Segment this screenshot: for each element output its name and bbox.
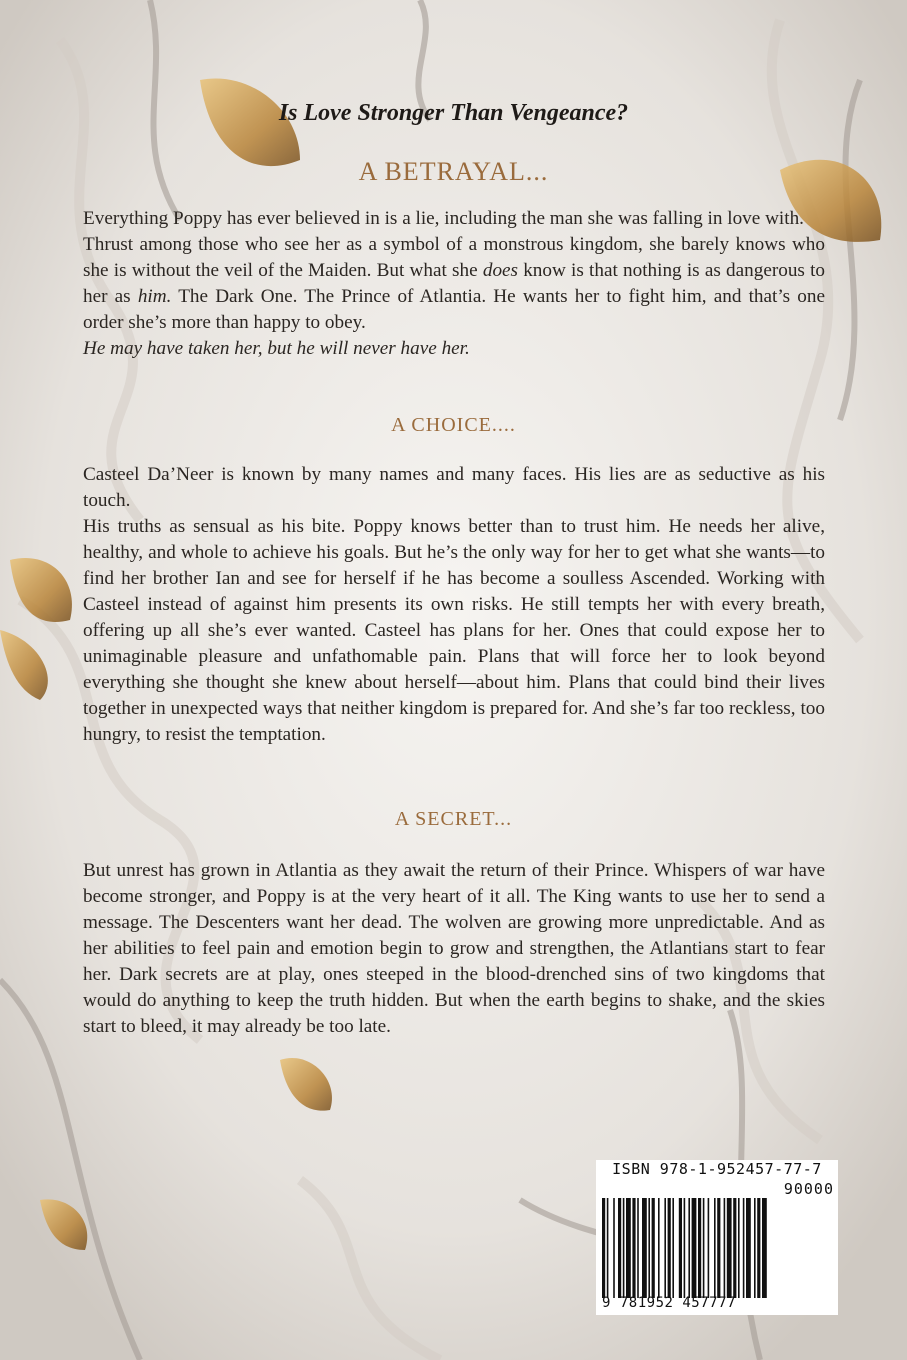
barcode-bar [727,1198,732,1298]
barcode-bar [714,1198,716,1298]
barcode-bar [688,1198,690,1298]
barcode-bar [607,1198,609,1298]
section-choice-body [83,462,825,748]
paragraph: But unrest has grown in Atlantia as they await the return of their Prince. Whispers of war have become stronger, and Poppy is at the very heart of it all. The King wants to use her to send a message. The Descenters want her dead. The wolven are growing more unpredictable. And as her abilities to feel pain and emotion begin to grow and strengthen, the Atlantians start to fear her. Dark secrets are at play, ones steeped in the blood-drenched sins of two kingdoms that would do anything to keep the truth hidden. But when the earth begins to shake, and the skies start to bleed, it may already be too late. [83,860,825,1037]
isbn-barcode [596,1160,838,1315]
barcode-bar [602,1198,605,1298]
barcode-bar [754,1198,756,1298]
barcode-bar [613,1198,615,1298]
paragraph: Everything Poppy has ever believed in is a lie, including the man she was falling in love with. [83,208,804,229]
price-code: 90000 [783,1180,834,1198]
barcode-bar [672,1198,674,1298]
barcode-bar [717,1198,720,1298]
barcode-bar [684,1198,686,1298]
paragraph-italic: He may have taken her, but he will never have her. [83,338,470,359]
section-heading-betrayal: A BETRAYAL... [358,157,549,186]
barcode-bar [626,1198,631,1298]
barcode-bar [623,1198,625,1298]
barcode-bar [642,1198,647,1298]
barcode-bar [632,1198,635,1298]
barcode-bar [733,1198,736,1298]
section-betrayal-body [83,206,825,362]
barcode-bar [743,1198,745,1298]
section-secret-body [83,858,825,1040]
barcode-bar [664,1198,666,1298]
barcode-bar [658,1198,660,1298]
barcode-bar [618,1198,621,1298]
isbn-label: ISBN 978-1-952457-77-7 [612,1160,822,1178]
barcode-bar [738,1198,740,1298]
barcode-bar [724,1198,726,1298]
barcode-bar [648,1198,650,1298]
barcode-bars [602,1198,832,1298]
barcode-bar [698,1198,701,1298]
paragraph: His truths as sensual as his bite. Poppy knows better than to trust him. He needs her alive, healthy, and whole to achieve his goals. But he’s the only way for her to get what she wants—to find her brother Ian and see for herself if he has become a soulless Ascended. Working with Casteel instead of against him presents its own risks. He still tempts her with every breath, offering up all she’s ever wanted. Casteel has plans for her. Ones that could expose her to unimaginable pleasure and unfathomable pain. Plans that will force her to look beyond everything she thought she knew about herself—about him. Plans that could bind their lives together in unexpected ways that neither kingdom is prepared for. And she’s far too reckless, too hungry, to resist the temptation. [83,516,825,745]
barcode-bar [679,1198,682,1298]
barcode-bar [692,1198,697,1298]
barcode-bar [757,1198,760,1298]
tagline: Is Love Stronger Than Vengeance? [278,100,629,126]
section-heading-choice: A CHOICE.... [391,414,516,436]
barcode-bar [708,1198,710,1298]
barcode-bar [652,1198,655,1298]
barcode-bar [746,1198,751,1298]
barcode-bar [762,1198,767,1298]
paragraph: Casteel Da’Neer is known by many names and many faces. His lies are as seductive as his touch. [83,464,825,511]
paragraph: Thrust among those who see her as a symbol of a monstrous kingdom, she barely knows who she is without the veil of the Maiden. But what she does know is that nothing is as dangerous to her as him. The Dark One. The Prince of Atlantia. He wants her to fight him, and that’s one order she’s more than happy to obey. [83,234,826,333]
section-heading-secret: A SECRET... [394,808,513,830]
barcode-bar [637,1198,639,1298]
barcode-number: 9 781952 457777 [602,1295,736,1311]
barcode-bar [703,1198,705,1298]
barcode-bar [668,1198,671,1298]
